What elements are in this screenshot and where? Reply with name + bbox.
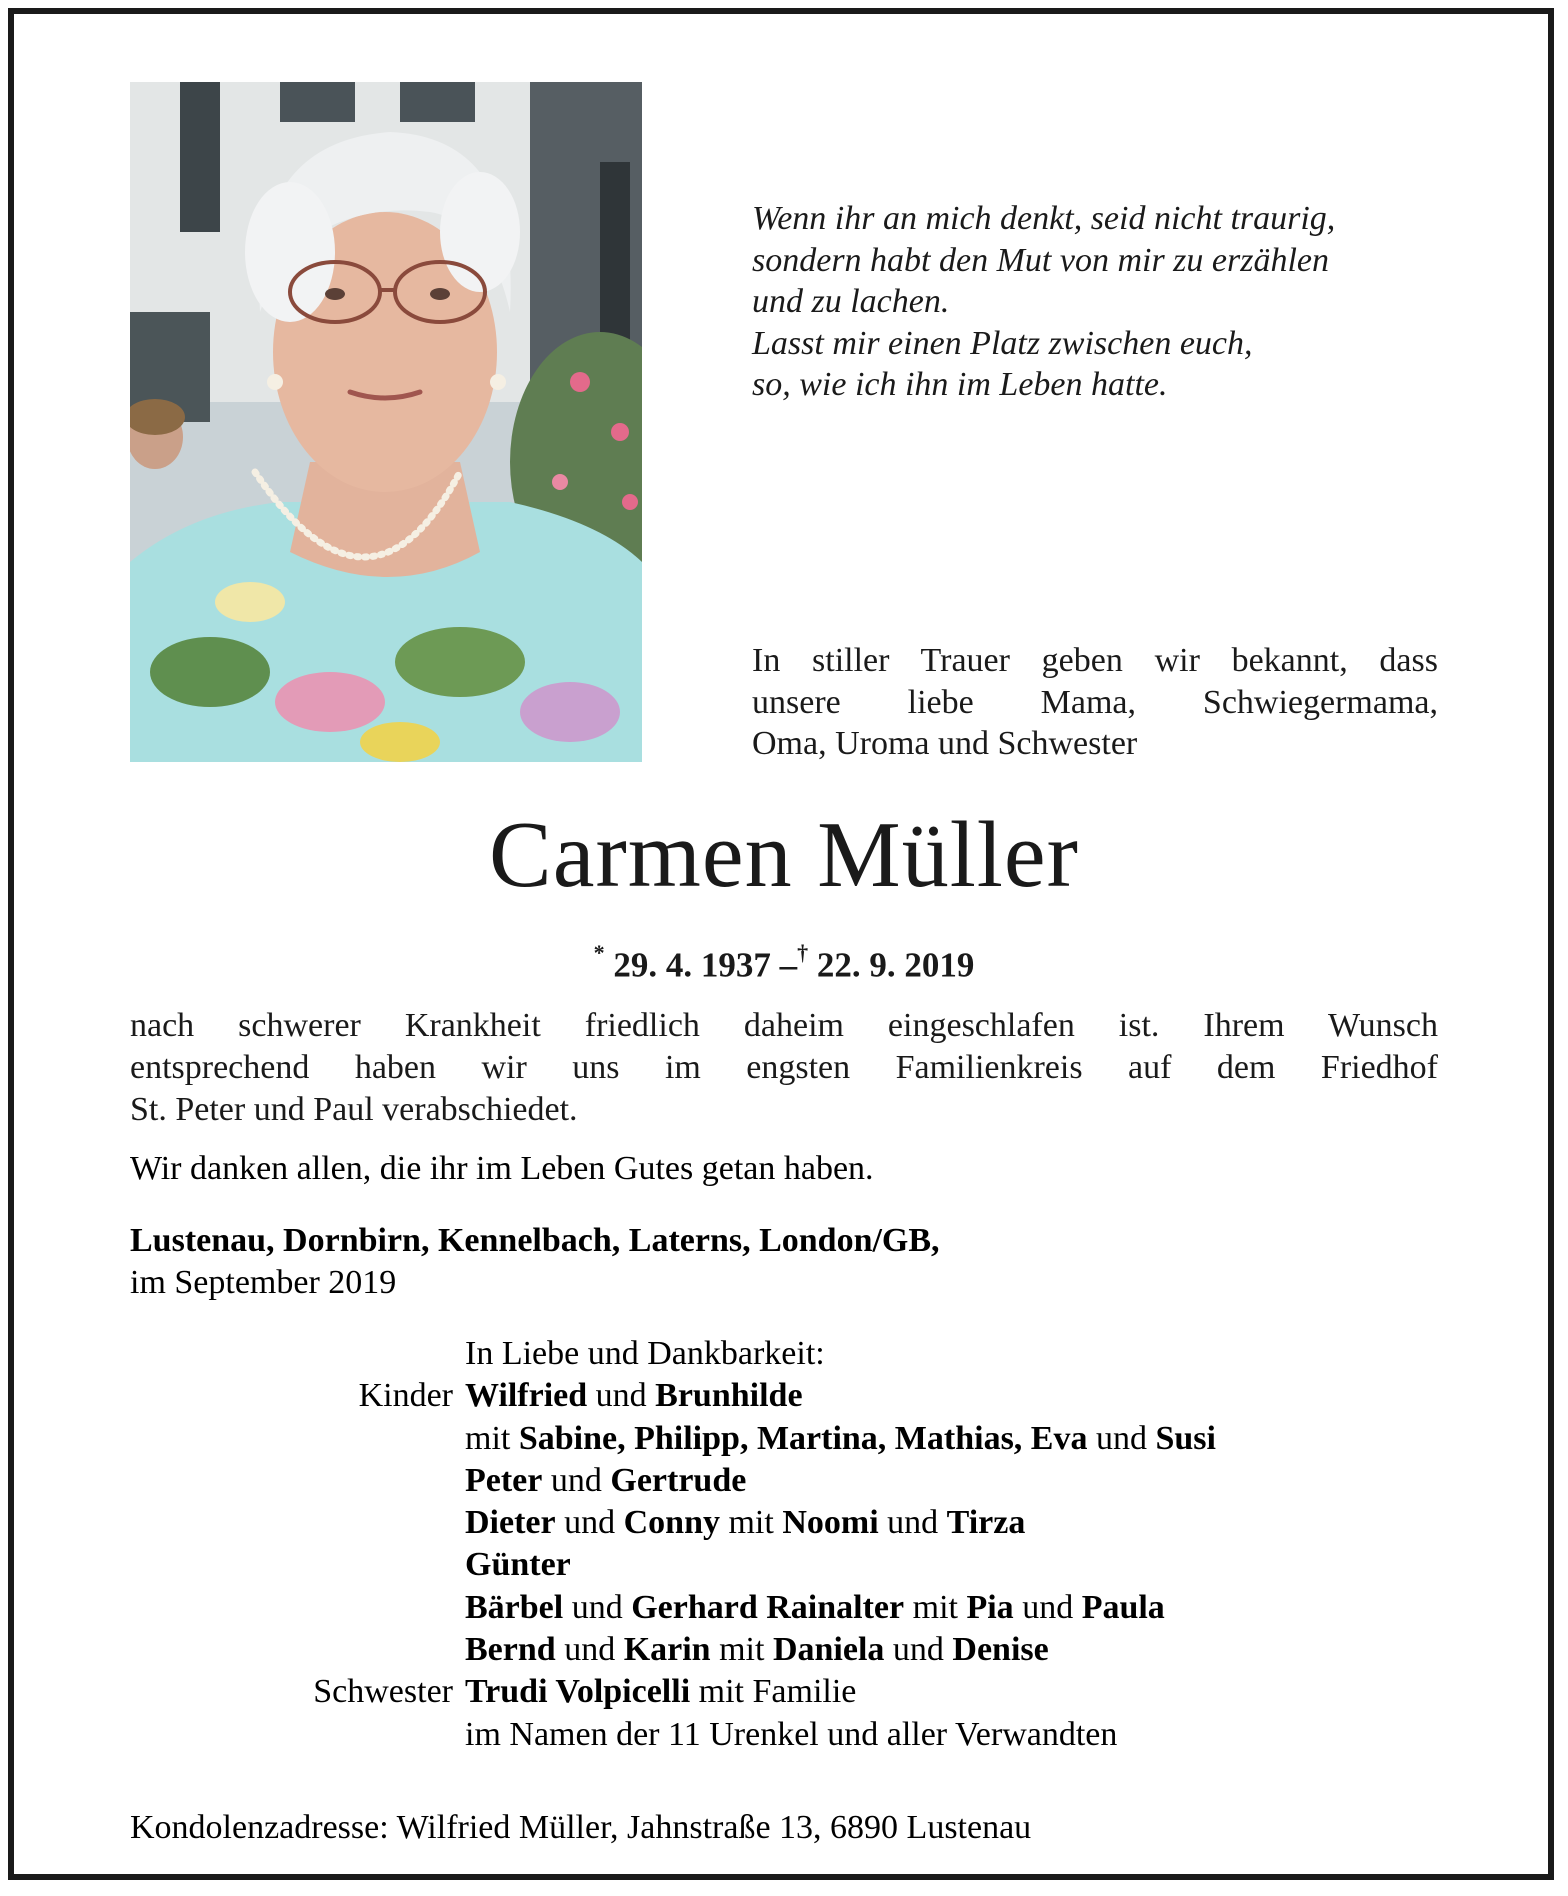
family-connector-text: und: [555, 1504, 624, 1542]
family-row: [130, 1587, 1450, 1629]
family-member-name: Peter: [465, 1461, 543, 1499]
death-symbol: †: [797, 940, 809, 965]
condolence-address: Kondolenzadresse: Wilfried Müller, Jahnstraße 13, 6890 Lustenau: [130, 1809, 1032, 1846]
places-line: Lustenau, Dornbirn, Kennelbach, Laterns, London/GB,: [130, 1222, 940, 1259]
family-relation-label: [130, 1714, 465, 1756]
intro-line: unsere liebe Mama, Schwiegermama,: [752, 683, 1438, 721]
family-connector-text: mit: [465, 1419, 519, 1457]
family-connector-text: und: [587, 1377, 656, 1415]
family-members: [465, 1375, 803, 1417]
poem-line: und zu lachen.: [752, 283, 950, 320]
deceased-name: Carmen Müller: [489, 803, 1079, 907]
family-heading: In Liebe und Dankbarkeit:: [465, 1335, 825, 1372]
family-member-name: Gertrude: [610, 1461, 747, 1499]
family-members: [465, 1671, 856, 1713]
portrait-photo: [130, 82, 642, 762]
date-separator: –: [779, 945, 798, 985]
family-connector-text: mit: [719, 1504, 783, 1542]
body-text: [130, 1005, 1438, 1131]
family-row: [130, 1418, 1450, 1460]
family-relation-label: [130, 1418, 465, 1460]
intro-line: Oma, Uroma und Schwester: [752, 725, 1138, 762]
family-member-name: Noomi: [782, 1504, 879, 1542]
poem-line: so, wie ich ihn im Leben hatte.: [752, 366, 1168, 403]
family-row: [130, 1460, 1450, 1502]
life-dates: [0, 935, 1568, 988]
family-connector-text: und: [1087, 1419, 1156, 1457]
family-member-name: Bärbel: [465, 1588, 564, 1626]
poem-line: Lasst mir einen Platz zwischen euch,: [752, 324, 1253, 362]
family-member-name: Denise: [952, 1631, 1049, 1669]
birth-date: 29. 4. 1937: [613, 945, 771, 985]
family-relation-label: [130, 1629, 465, 1671]
family-row: [130, 1375, 1450, 1417]
family-relation-label: [130, 1502, 465, 1544]
family-connector-text: und: [884, 1631, 953, 1669]
family-connector-text: und: [555, 1631, 624, 1669]
family-row: [130, 1544, 1450, 1586]
family-members: [465, 1587, 1165, 1629]
family-member-name: Tirza: [946, 1504, 1026, 1542]
portrait-illustration: [130, 82, 642, 762]
family-members: [465, 1714, 1117, 1756]
family-member-name: Bernd: [465, 1631, 556, 1669]
date-line: im September 2019: [130, 1264, 397, 1301]
thanks-line: Wir danken allen, die ihr im Leben Gutes getan haben.: [130, 1150, 874, 1187]
family-members: [465, 1460, 746, 1502]
announcement-intro: [752, 640, 1438, 765]
family-members: [465, 1418, 1216, 1460]
family-member-name: Daniela: [772, 1631, 885, 1669]
family-row: [130, 1714, 1450, 1756]
body-line: nach schwerer Krankheit friedlich daheim eingeschlafen ist. Ihrem Wunsch: [130, 1007, 1438, 1044]
family-row: [130, 1629, 1450, 1671]
family-relation-label: [130, 1587, 465, 1629]
memorial-poem: [752, 198, 1452, 406]
family-connector-text: im Namen der 11 Urenkel und aller Verwandten: [465, 1715, 1118, 1753]
places-block: [130, 1220, 940, 1304]
family-row: [130, 1671, 1450, 1713]
birth-symbol: *: [593, 940, 605, 965]
family-connector-text: mit Familie: [690, 1673, 857, 1711]
family-member-name: Karin: [623, 1631, 711, 1669]
family-member-name: Wilfried: [465, 1377, 588, 1415]
family-connector-text: und: [563, 1588, 632, 1626]
family-relation-label: Schwester: [313, 1673, 453, 1711]
family-connector-text: und: [1013, 1588, 1082, 1626]
family-member-name: Günter: [465, 1546, 571, 1584]
family-connector-text: mit: [710, 1631, 773, 1669]
family-row: [130, 1502, 1450, 1544]
family-member-name: Susi: [1155, 1419, 1216, 1457]
death-date: 22. 9. 2019: [816, 945, 975, 985]
family-members: [465, 1629, 1049, 1671]
family-member-name: Dieter: [465, 1504, 556, 1542]
family-member-name: Paula: [1081, 1588, 1165, 1626]
intro-line: In stiller Trauer geben wir bekannt, dass: [752, 642, 1438, 679]
poem-line: sondern habt den Mut von mir zu erzählen: [752, 241, 1330, 279]
family-member-name: Gerhard Rainalter: [631, 1588, 905, 1626]
family-connector-text: und: [542, 1461, 611, 1499]
body-line: entsprechend haben wir uns im engsten Familienkreis auf dem Friedhof: [130, 1049, 1438, 1086]
family-relation-label: [130, 1460, 465, 1502]
body-line: St. Peter und Paul verabschiedet.: [130, 1091, 578, 1128]
family-members: [465, 1544, 571, 1586]
poem-line: Wenn ihr an mich denkt, seid nicht traurig,: [752, 200, 1336, 237]
family-relation-label: Kinder: [358, 1377, 453, 1415]
family-heading-row: [130, 1333, 1450, 1375]
family-list: [130, 1333, 1450, 1756]
family-member-name: Trudi Volpicelli: [465, 1673, 691, 1711]
family-member-name: Brunhilde: [655, 1377, 803, 1415]
family-relation-label: [130, 1544, 465, 1586]
family-member-name: Pia: [966, 1588, 1014, 1626]
family-connector-text: und: [878, 1504, 947, 1542]
family-members: [465, 1502, 1025, 1544]
family-member-name: Conny: [623, 1504, 720, 1542]
family-connector-text: mit: [904, 1588, 967, 1626]
family-member-name: Sabine, Philipp, Martina, Mathias, Eva: [518, 1419, 1088, 1457]
